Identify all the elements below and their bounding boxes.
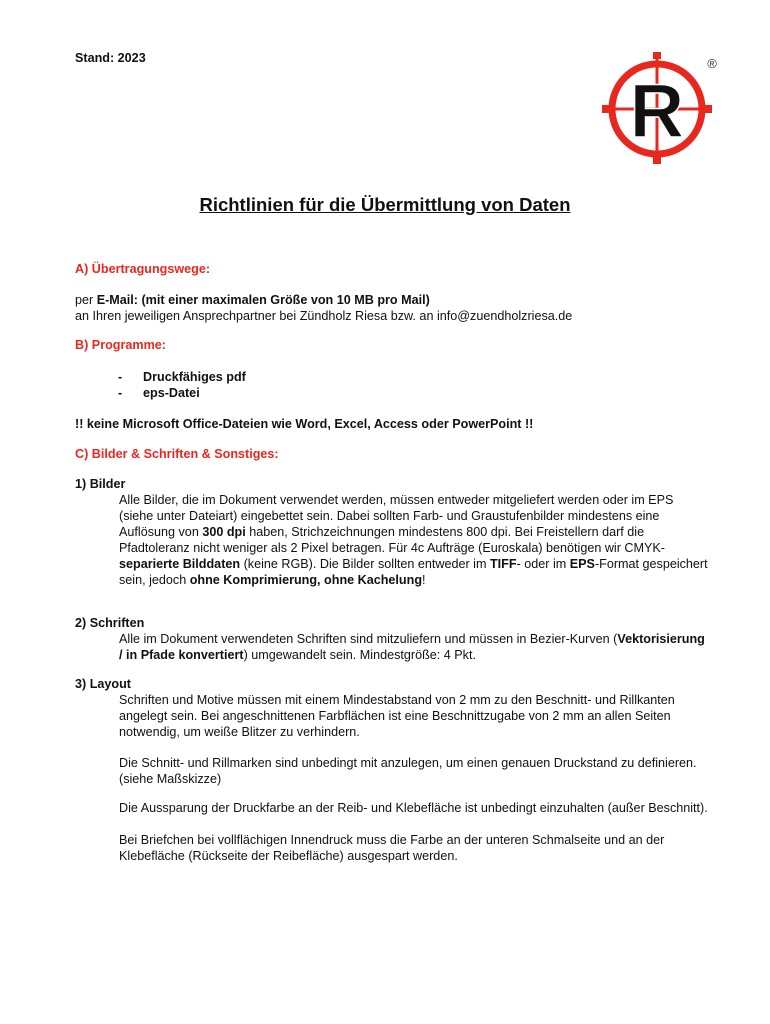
email-prefix: per: [75, 293, 97, 307]
schriften-text: [119, 631, 709, 663]
schriften-text-1: Alle im Dokument verwendeten Schriften sind mitzuliefern und müssen in Bezier-Kurven (: [119, 632, 618, 646]
schriften-heading: 2) Schriften: [75, 616, 145, 630]
bilder-text-4: - oder im: [516, 557, 570, 571]
logo-letter: R: [629, 69, 685, 154]
schriften-text-2: ) umgewandelt sein. Mindestgröße: 4 Pkt.: [243, 648, 476, 662]
bilder-text-5: -Format gespeichert sein, jedoch: [119, 557, 708, 587]
layout-paragraph-2: Die Schnitt- und Rillmarken sind unbedingt mit anzulegen, um einen genauen Druckstand zu definieren. (siehe Maßskizze): [119, 756, 697, 786]
bullet-dash: -: [118, 386, 123, 400]
program-pdf: Druckfähiges pdf: [143, 370, 246, 384]
email-limit: E-Mail: (mit einer maximalen Größe von 10 MB pro Mail): [96, 293, 430, 307]
bilder-text-2: haben, Strichzeichnungen mindestens 800 dpi. Bei Freistellern darf die Pfadtoleranz nicht weniger als 2 Pixel betragen. Für 4c Aufträge (Euroskala) benötigen wir CMYK-: [119, 525, 666, 555]
section-a-heading: A) Übertragungswege:: [75, 262, 211, 276]
program-list: [118, 369, 246, 401]
section-c-heading: C) Bilder & Schriften & Sonstiges:: [75, 447, 279, 461]
document-date: Stand: 2023: [75, 51, 146, 65]
bilder-heading: 1) Bilder: [75, 477, 126, 491]
layout-paragraph-3: Die Aussparung der Druckfarbe an der Reib- und Klebefläche ist unbedingt einzuhalten (außer Beschnitt).: [119, 801, 708, 815]
layout-heading: 3) Layout: [75, 677, 131, 691]
bilder-no-compression: ohne Komprimierung, ohne Kachelung: [189, 573, 423, 587]
bullet-dash: -: [118, 370, 123, 384]
bilder-text-6: !: [422, 573, 426, 587]
bilder-eps: EPS: [569, 557, 595, 571]
list-item: [118, 369, 246, 385]
bilder-text: [119, 492, 709, 588]
company-logo: [602, 52, 720, 164]
registered-mark: ®: [707, 56, 717, 71]
section-b-heading: B) Programme:: [75, 338, 166, 352]
bilder-separated: separierte Bilddaten: [119, 557, 241, 571]
list-item: [118, 385, 246, 401]
bilder-text-3: (keine RGB). Die Bilder sollten entweder im: [240, 557, 490, 571]
layout-paragraph-1: Schriften und Motive müssen mit einem Mindestabstand von 2 mm zu den Beschnitt- und Rillkanten angelegt sein. Bei angeschnittenen Farbflächen ist eine Beschnittzugabe von 2 mm an allen Seiten notwendig, um weiße Blitzer zu verhindern.: [119, 693, 675, 739]
bilder-tiff: TIFF: [489, 557, 517, 571]
program-eps: eps-Datei: [143, 386, 200, 400]
office-warning: !! keine Microsoft Office-Dateien wie Word, Excel, Access oder PowerPoint !!: [75, 417, 534, 431]
layout-paragraph-4: Bei Briefchen bei vollflächigen Innendruck muss die Farbe an der unteren Schmalseite und an der Klebefläche (Rückseite der Reibefläche) ausgespart werden.: [119, 833, 665, 863]
section-a-contact-line: an Ihren jeweiligen Ansprechpartner bei Zündholz Riesa bzw. an info@zuendholzriesa.de: [75, 309, 573, 323]
bilder-text-1: Alle Bilder, die im Dokument verwendet werden, müssen entweder mitgeliefert werden oder im EPS (siehe unter Dateiart) eingebettet sein. Dabei sollten Farb- und Graustufenbilder mindestens eine Auflösung von: [119, 493, 674, 539]
page-title: Richtlinien für die Übermittlung von Daten: [199, 194, 571, 215]
section-a-email-line: [75, 292, 430, 308]
schriften-vectorize: Vektorisierung / in Pfade konvertiert: [119, 632, 705, 662]
bilder-dpi: 300 dpi: [202, 525, 246, 539]
crosshair-logo-icon: [602, 52, 720, 164]
